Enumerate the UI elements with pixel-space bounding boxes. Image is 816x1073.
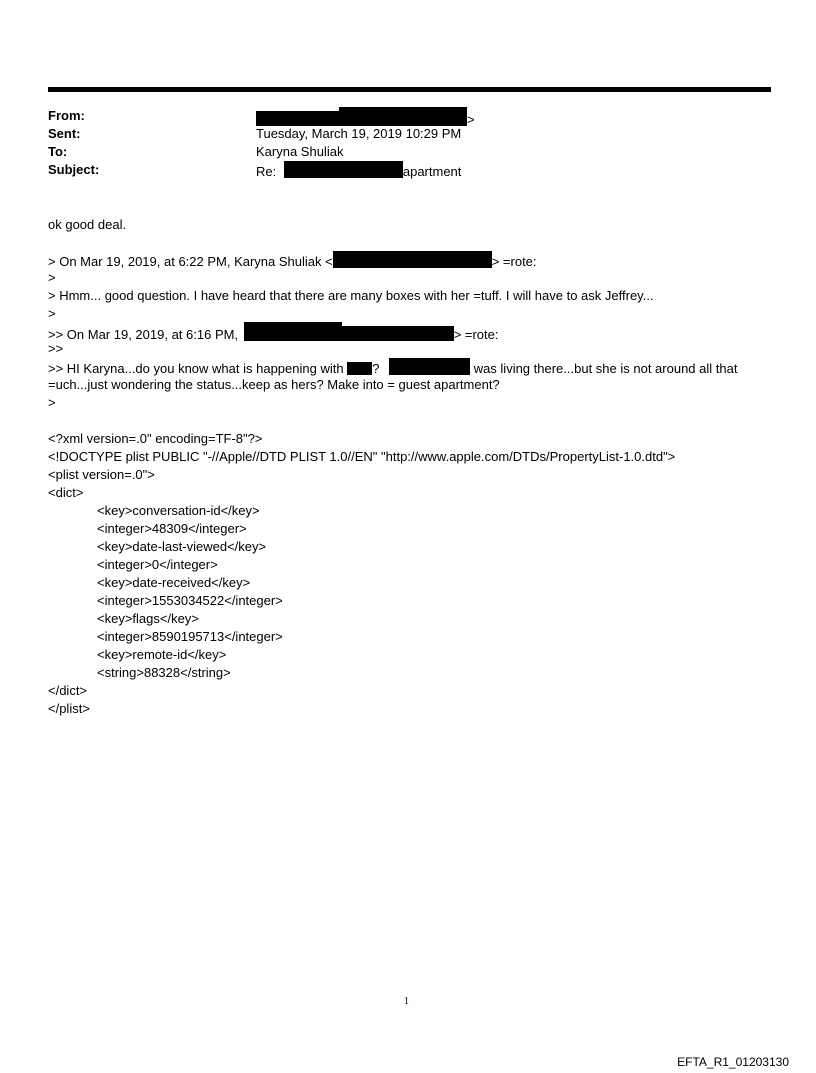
to-label: To: — [48, 144, 68, 159]
bates-number: EFTA_R1_01203130 — [677, 1055, 789, 1069]
plist-line: <integer>48309</integer> — [97, 521, 247, 536]
plist-line: <key>date-received</key> — [97, 575, 251, 590]
quote-text: > =rote: — [491, 254, 537, 269]
plist-line: <key>flags</key> — [97, 611, 199, 626]
to-value: Karyna Shuliak — [256, 144, 344, 159]
from-tail: > — [467, 112, 475, 127]
quote-text: > =rote: — [453, 327, 499, 342]
plist-line: <!DOCTYPE plist PUBLIC "-//Apple//DTD PLIST 1.0//EN" "http://www.apple.com/DTDs/PropertyList-1.0.dtd"> — [48, 449, 676, 464]
quote-line: > — [48, 270, 56, 285]
quote-line: =uch...just wondering the status...keep as hers? Make into = guest apartment? — [48, 377, 500, 392]
quote-line — [48, 251, 537, 271]
plist-line: <key>date-last-viewed</key> — [97, 539, 267, 554]
quote-line: >> — [48, 341, 64, 356]
quote-line — [48, 358, 737, 378]
sent-label: Sent: — [48, 126, 81, 141]
subject-suffix: apartment — [402, 164, 462, 179]
redaction-box — [256, 111, 339, 126]
redaction-box — [333, 251, 492, 268]
plist-line: <string>88328</string> — [97, 665, 231, 680]
quote-line — [48, 322, 499, 344]
page-number: 1 — [404, 996, 409, 1007]
redaction-box — [244, 322, 342, 341]
quote-line: > Hmm... good question. I have heard that there are many boxes with her =tuff. I will have to ask Jeffrey... — [48, 288, 654, 303]
sent-value: Tuesday, March 19, 2019 10:29 PM — [256, 126, 462, 141]
redaction-box — [347, 362, 372, 375]
plist-line: </dict> — [48, 683, 88, 698]
plist-line: <key>conversation-id</key> — [97, 503, 260, 518]
plist-line: </plist> — [48, 701, 90, 716]
plist-line: <integer>0</integer> — [97, 557, 218, 572]
header-divider — [48, 87, 771, 92]
quote-text: > On Mar 19, 2019, at 6:22 PM, Karyna Shuliak < — [48, 254, 333, 269]
quote-text: was living there...but she is not around all that — [473, 361, 738, 376]
plist-line: <plist version=.0"> — [48, 467, 155, 482]
plist-line: <dict> — [48, 485, 84, 500]
subject-prefix: Re: — [256, 164, 277, 179]
quote-line: > — [48, 395, 56, 410]
plist-line: <integer>1553034522</integer> — [97, 593, 283, 608]
quote-text: >> On Mar 19, 2019, at 6:16 PM, — [48, 327, 239, 342]
quote-line: > — [48, 306, 56, 321]
redaction-box — [284, 161, 403, 178]
quote-text: ? — [372, 361, 380, 376]
redaction-box — [389, 358, 470, 375]
redaction-box — [339, 107, 467, 126]
quote-text: >> HI Karyna...do you know what is happening with — [48, 361, 344, 376]
reply-text: ok good deal. — [48, 217, 127, 232]
plist-line: <integer>8590195713</integer> — [97, 629, 283, 644]
subject-label: Subject: — [48, 162, 100, 177]
from-label: From: — [48, 108, 85, 123]
plist-line: <key>remote-id</key> — [97, 647, 227, 662]
plist-line: <?xml version=.0" encoding=TF-8"?> — [48, 431, 263, 446]
subject-value — [256, 161, 461, 181]
redaction-box — [342, 326, 454, 341]
